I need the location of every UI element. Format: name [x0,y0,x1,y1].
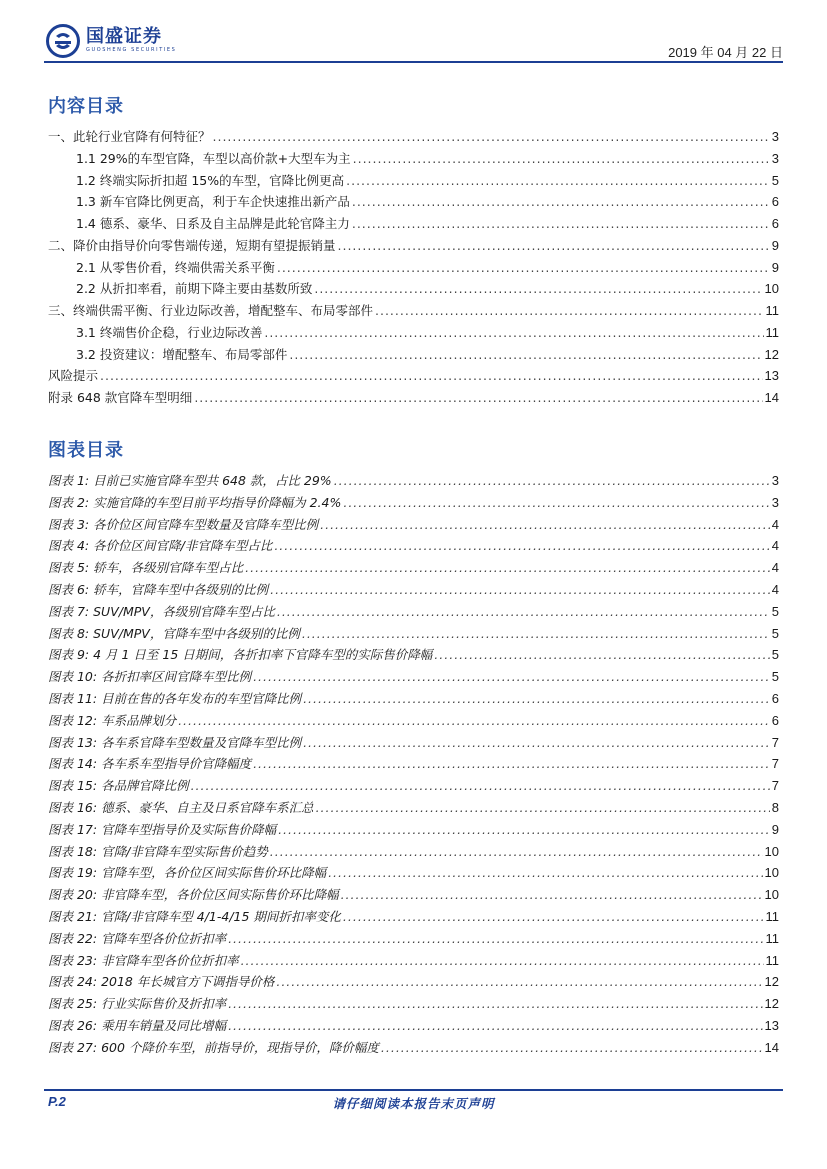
dot-leader [276,971,762,993]
dot-leader [274,535,769,557]
figure-entry[interactable] [48,557,779,579]
dot-leader [178,710,770,732]
dot-leader [270,841,763,863]
figure-entry-page: 5 [771,625,779,641]
figure-entry-page: 10 [764,843,779,859]
dot-leader [253,753,770,775]
figure-entry[interactable] [48,775,779,797]
figure-entry-page: 14 [764,1039,779,1055]
figure-entry-page: 3 [771,473,779,488]
dot-leader [289,344,762,366]
toc-entry-page: 5 [771,172,779,188]
footer-divider [44,1089,783,1091]
toc-entry-label: 风险提示 [48,368,99,384]
toc-entry-page: 9 [771,259,779,275]
dot-leader [343,906,764,928]
figure-entry-page: 4 [771,516,779,532]
figure-entry[interactable] [48,644,779,666]
figure-entry-label: 图表 3: 各价位区间官降车型数量及官降车型比例 [48,516,319,532]
figure-entry-page: 4 [771,581,779,597]
figure-entry-page: 8 [771,799,779,815]
toc-title: 内容目录 [48,96,124,117]
toc-entry-page: 6 [771,194,779,210]
figure-entry[interactable] [48,993,779,1015]
figure-entry[interactable] [48,732,779,754]
dot-leader [194,387,762,409]
toc-entry-page: 12 [764,346,779,362]
figure-entry-page: 13 [764,1017,779,1033]
figure-index-title: 图表目录 [48,440,124,461]
figure-entry-page: 9 [771,821,779,837]
figure-entry[interactable] [48,470,779,492]
figure-entry[interactable] [48,753,779,775]
logo-mark-icon [46,24,80,58]
figure-entry-label: 图表 22: 官降车型各价位折扣率 [48,930,227,946]
toc-entry-label: 1.3 新车官降比例更高，利于车企快速推出新产品 [76,194,350,210]
figure-entry-page: 5 [771,669,779,685]
dot-leader [191,775,770,797]
figure-entry[interactable] [48,819,779,841]
toc-entry-label: 2.1 从零售价看，终端供需关系平衡 [76,259,275,275]
figure-entry-page: 7 [771,756,779,772]
toc-entry-page: 6 [771,216,779,231]
figure-entry-page: 5 [771,603,779,619]
figure-entry-label: 图表 9: 4 月 1 日至 15 日期间，各折扣率下官降车型的实际售价降幅 [48,647,433,663]
figure-entry-label: 图表 14: 各车系车型指导价官降幅度 [48,756,252,772]
toc-entry-page: 11 [765,303,779,318]
dot-leader [241,950,764,972]
toc-entry[interactable] [48,126,779,148]
figure-entry-label: 图表 17: 官降车型指导价及实际售价降幅 [48,821,277,837]
company-logo [44,24,176,62]
figure-entry[interactable] [48,710,779,732]
figure-entry[interactable] [48,492,779,514]
toc-entry[interactable] [48,278,779,300]
toc-entry-page: 3 [771,129,779,144]
figure-entry-label: 图表 12: 车系品牌划分 [48,712,177,728]
toc-entry-page: 11 [765,324,779,340]
dot-leader [213,126,770,148]
toc-entry-page: 10 [764,281,779,297]
figure-entry-label: 图表 18: 官降/非官降车型实际售价趋势 [48,843,268,859]
dot-leader [270,579,770,601]
toc-entry-label: 一、此轮行业官降有何特征？ [48,129,211,144]
figure-entry-label: 图表 10: 各折扣率区间官降车型比例 [48,669,252,685]
figure-entry-page: 11 [765,952,779,968]
dot-leader [302,623,770,645]
figure-entry[interactable] [48,884,779,906]
dot-leader [343,492,769,514]
figure-entry-page: 12 [764,974,779,990]
figure-entry-page: 4 [771,560,779,576]
figure-entry-page: 12 [764,996,779,1012]
dot-leader [328,862,762,884]
toc-entry-page: 13 [764,368,779,384]
figure-entry-label: 图表 25: 行业实际售价及折扣率 [48,996,227,1012]
dot-leader [303,688,770,710]
dot-leader [100,365,763,387]
figure-entry-label: 图表 11: 目前在售的各年发布的车型官降比例 [48,690,302,706]
figure-list [48,470,779,1059]
toc-entry[interactable] [48,344,779,366]
figure-entry-label: 图表 16: 德系、豪华、自主及日系官降车系汇总 [48,799,314,815]
report-date: 2019 年 04 月 22 日 [668,45,783,60]
toc-entry[interactable] [48,387,779,409]
toc-entry-label: 附录 648 款官降车型明细 [48,390,193,405]
toc-entry-label: 1.2 终端实际折扣超 15%的车型，官降比例更高 [76,172,345,188]
figure-entry-label: 图表 24: 2018 年长城官方下调指导价格 [48,974,275,990]
figure-entry-label: 图表 7: SUV/MPV，各级别官降车型占比 [48,603,275,619]
figure-entry-label: 图表 4: 各价位区间官降/非官降车型占比 [48,538,273,554]
figure-entry[interactable] [48,579,779,601]
page-number: P.2 [48,1094,66,1109]
dot-leader [314,278,762,300]
toc-entry-label: 二、降价由指导价向零售端传递，短期有望提振销量 [48,237,336,253]
dot-leader [264,322,763,344]
figure-entry[interactable] [48,841,779,863]
figure-entry-page: 11 [765,908,779,924]
figure-entry-page: 7 [771,778,779,794]
footer-disclaimer: 请仔细阅读本报告末页声明 [332,1096,495,1111]
figure-entry[interactable] [48,950,779,972]
toc-entry[interactable] [48,257,779,279]
figure-entry[interactable] [48,688,779,710]
dot-leader [353,148,770,170]
figure-entry[interactable] [48,1015,779,1037]
toc-entry[interactable] [48,213,779,235]
dot-leader [228,928,763,950]
figure-entry-page: 6 [771,690,779,706]
figure-entry-page: 7 [771,734,779,750]
figure-entry-label: 图表 13: 各车系官降车型数量及官降车型比例 [48,734,302,750]
figure-entry[interactable] [48,1037,779,1059]
dot-leader [228,1015,762,1037]
dot-leader [228,993,762,1015]
figure-entry-label: 图表 1: 目前已实施官降车型共 648 款，占比 29% [48,473,332,488]
dot-leader [352,213,770,235]
figure-entry[interactable] [48,514,779,536]
dot-leader [346,170,770,192]
figure-entry-page: 6 [771,712,779,728]
dot-leader [375,300,763,322]
figure-entry-label: 图表 6: 轿车，官降车型中各级别的比例 [48,581,269,597]
figure-entry-page: 3 [771,494,779,510]
toc-entry[interactable] [48,300,779,322]
toc-entry[interactable] [48,322,779,344]
figure-entry-label: 图表 23: 非官降车型各价位折扣率 [48,952,239,968]
contents-list [48,126,779,409]
dot-leader [338,235,770,257]
toc-entry[interactable] [48,170,779,192]
dot-leader [341,884,763,906]
page-header [44,24,783,62]
figure-entry-page: 10 [764,865,779,881]
figure-entry[interactable] [48,666,779,688]
toc-entry[interactable] [48,148,779,170]
header-divider [44,61,783,63]
toc-entry-label: 2.2 从折扣率看，前期下降主要由基数所致 [76,281,313,297]
figure-entry-label: 图表 8: SUV/MPV，官降车型中各级别的比例 [48,625,300,641]
dot-leader [303,732,770,754]
logo-english: GUOSHENG SECURITIES [86,47,177,53]
figure-entry-page: 4 [771,538,779,554]
toc-entry-label: 3.2 投资建议：增配整车、布局零部件 [76,346,288,362]
figure-entry-label: 图表 5: 轿车，各级别官降车型占比 [48,560,244,576]
toc-entry[interactable] [48,191,779,213]
figure-entry[interactable] [48,797,779,819]
figure-entry-label: 图表 27: 600 个降价车型，前指导价，现指导价，降价幅度 [48,1039,379,1055]
figure-entry-label: 图表 20: 非官降车型，各价位区间实际售价环比降幅 [48,887,339,903]
figure-entry[interactable] [48,623,779,645]
figure-entry-label: 图表 21: 官降/非官降车型 4/1-4/15 期间折扣率变化 [48,908,341,924]
figure-entry[interactable] [48,535,779,557]
figure-entry[interactable] [48,971,779,993]
dot-leader [245,557,770,579]
toc-entry-label: 1.1 29%的车型官降，车型以高价款+大型车为主 [76,150,351,166]
toc-entry-label: 1.4 德系、豪华、日系及自主品牌是此轮官降主力 [76,216,350,231]
dot-leader [277,257,770,279]
figure-entry-page: 10 [764,887,779,903]
figure-entry[interactable] [48,862,779,884]
figure-entry-label: 图表 26: 乘用车销量及同比增幅 [48,1017,227,1033]
logo-name: 国盛证券 [86,26,162,47]
toc-entry-label: 3.1 终端售价企稳，行业边际改善 [76,324,263,340]
dot-leader [434,644,769,666]
dot-leader [334,470,770,492]
figure-entry[interactable] [48,928,779,950]
figure-entry-label: 图表 2: 实施官降的车型目前平均指导价降幅为 2.4% [48,494,342,510]
figure-entry-page: 5 [771,647,779,663]
dot-leader [277,601,770,623]
dot-leader [381,1037,763,1059]
toc-entry[interactable] [48,365,779,387]
figure-entry-label: 图表 15: 各品牌官降比例 [48,778,189,794]
toc-entry-page: 3 [771,150,779,166]
dot-leader [320,514,770,536]
dot-leader [253,666,770,688]
toc-entry-page: 14 [764,390,779,405]
figure-entry[interactable] [48,906,779,928]
toc-entry-page: 9 [771,237,779,253]
toc-entry[interactable] [48,235,779,257]
toc-entry-label: 三、终端供需平衡、行业边际改善，增配整车、布局零部件 [48,303,374,318]
figure-entry[interactable] [48,601,779,623]
dot-leader [278,819,770,841]
figure-entry-label: 图表 19: 官降车型，各价位区间实际售价环比降幅 [48,865,327,881]
dot-leader [316,797,770,819]
figure-entry-page: 11 [765,930,779,946]
dot-leader [352,191,770,213]
